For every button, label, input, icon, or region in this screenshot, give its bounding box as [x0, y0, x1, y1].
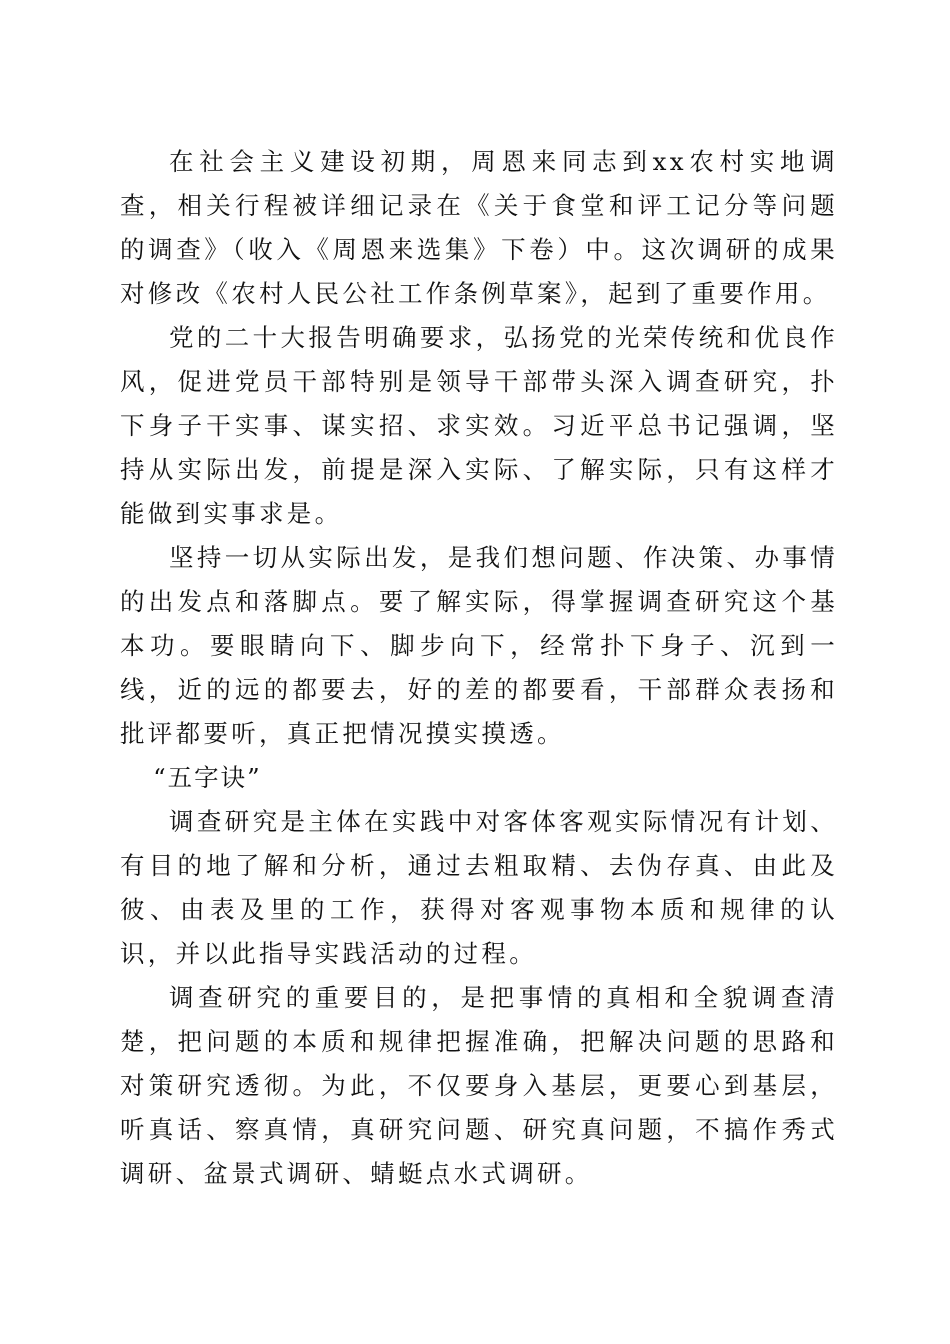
paragraph-from-reality: 坚持一切从实际出发，是我们想问题、作决策、办事情的出发点和落脚点。要了解实际，得掌握调查研究这个基本功。要眼睛向下、脚步向下，经常扑下身子、沉到一线，近的远的都要去，好的差的都要看，干部群众表扬和批评都要听，真正把情况摸实摸透。 [120, 543, 838, 748]
paragraph-research-definition: 调查研究是主体在实践中对客体客观实际情况有计划、有目的地了解和分析，通过去粗取精、去伪存真、由此及彼、由表及里的工作，获得对客观事物本质和规律的认识，并以此指导实践活动的过程。 [120, 807, 838, 968]
paragraph-research-purpose: 调查研究的重要目的，是把事情的真相和全貌调查清楚，把问题的本质和规律把握准确，把解决问题的思路和对策研究透彻。为此，不仅要身入基层，更要心到基层，听真话、察真情，真研究问题、研究真问题，不搞作秀式调研、盆景式调研、蜻蜓点水式调研。 [120, 983, 838, 1188]
document-body [120, 140, 838, 1196]
paragraph-twentieth-congress: 党的二十大报告明确要求，弘扬党的光荣传统和优良作风，促进党员干部特别是领导干部带头深入调查研究，扑下身子干实事、谋实招、求实效。习近平总书记强调，坚持从实际出发，前提是深入实际、了解实际，只有这样才能做到实事求是。 [120, 323, 838, 528]
section-heading-five-words: “五字诀” [153, 763, 262, 792]
paragraph-zhou-enlai-survey: 在社会主义建设初期，周恩来同志到xx农村实地调查，相关行程被详细记录在《关于食堂和评工记分等问题的调查》（收入《周恩来选集》下卷）中。这次调研的成果对修改《农村人民公社工作条例草案》，起到了重要作用。 [120, 147, 838, 308]
